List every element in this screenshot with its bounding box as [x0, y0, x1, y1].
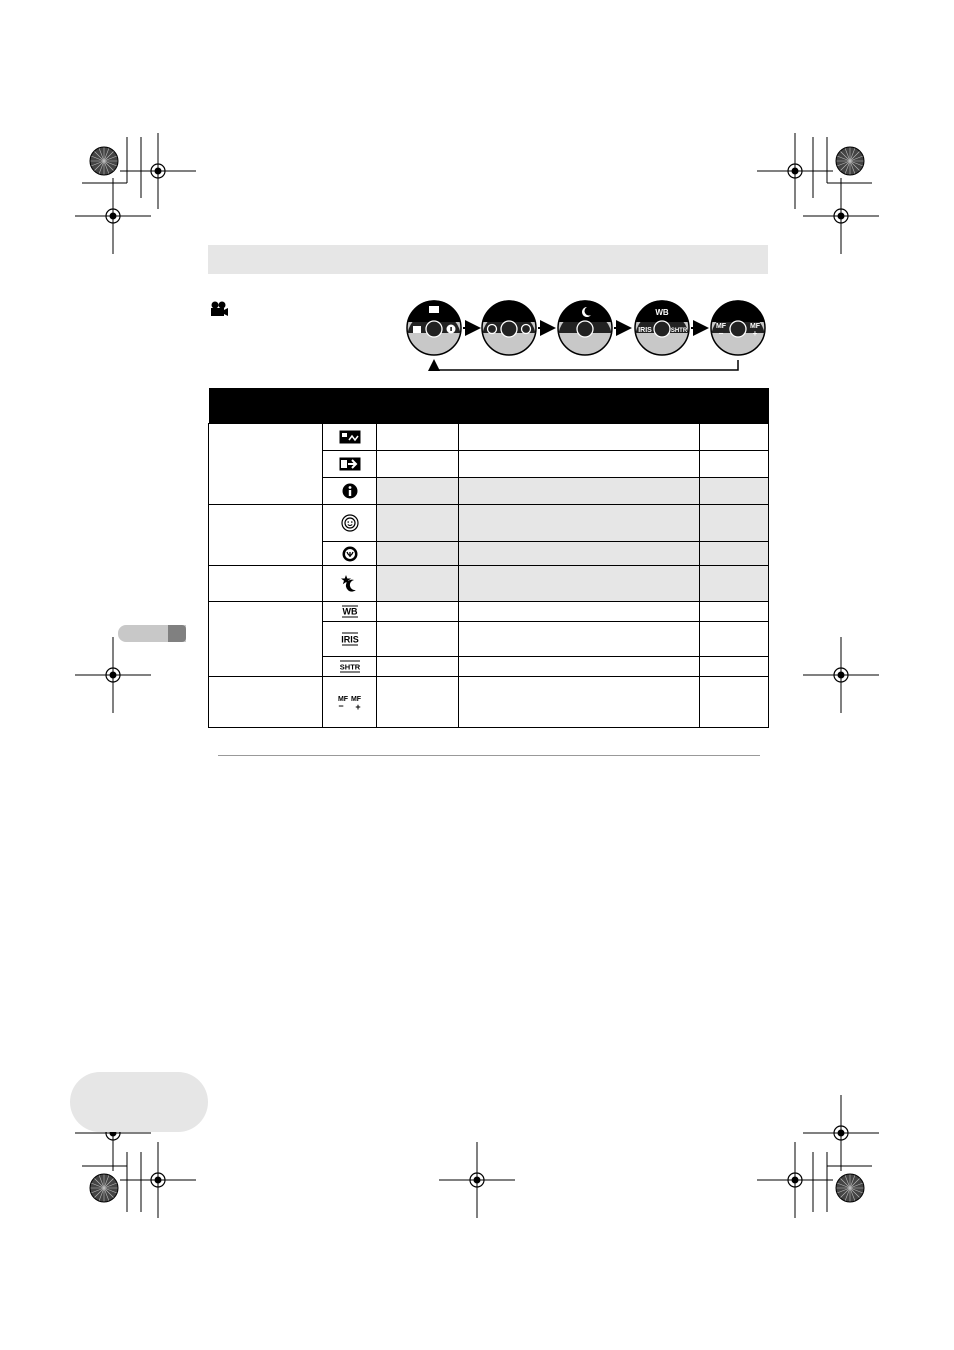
svg-text:MF: MF [337, 696, 348, 703]
flow-step-color-night [558, 300, 612, 355]
svg-text:MF: MF [715, 323, 727, 330]
backlight-compensation-icon [339, 430, 361, 444]
group-label-cell [209, 566, 323, 602]
fade-icon [339, 457, 361, 471]
svg-text:IRIS: IRIS [638, 327, 652, 334]
svg-text:MF: MF [749, 323, 761, 330]
section-header-band [208, 245, 768, 274]
chapter-index-tab-marker [168, 625, 186, 642]
flow-step-wb-iris-shtr [635, 300, 689, 355]
table-row [209, 677, 769, 728]
group-label-cell [209, 602, 323, 677]
table-header-cell [209, 388, 377, 424]
svg-text:+: + [752, 329, 758, 338]
table-icon-cell [323, 622, 377, 657]
manual-focus-icon [336, 693, 364, 711]
flow-step-soft-skin-telemacro [482, 300, 536, 355]
table-row [209, 602, 769, 622]
starburst-mark-top-left [90, 147, 118, 175]
color-night-view-icon [341, 575, 359, 593]
table-row [209, 566, 769, 602]
help-info-icon [342, 483, 358, 499]
svg-text:SHTR: SHTR [339, 662, 360, 672]
table-icon-cell [323, 505, 377, 542]
iris-icon [340, 632, 360, 646]
tele-macro-icon [342, 546, 358, 562]
table-header-cell [377, 388, 459, 424]
svg-text:−: − [718, 329, 724, 338]
flow-step-manual-focus [711, 300, 765, 355]
table-icon-cell [323, 424, 377, 451]
table-icon-cell [323, 478, 377, 505]
svg-text:WB: WB [655, 308, 669, 317]
svg-text:IRIS: IRIS [340, 634, 359, 645]
svg-text:+: + [354, 702, 361, 711]
soft-skin-icon [341, 514, 359, 532]
mode-function-table [208, 388, 769, 728]
table-icon-cell [323, 451, 377, 478]
group-label-cell [209, 677, 323, 728]
table-icon-cell [323, 566, 377, 602]
table-header-cell [459, 388, 700, 424]
table-icon-cell [323, 657, 377, 677]
group-label-cell [209, 505, 323, 566]
section-separator [218, 755, 760, 756]
flow-step-backlight-guide [407, 300, 461, 355]
white-balance-icon [340, 605, 360, 618]
table-row [209, 424, 769, 451]
svg-text:−: − [337, 701, 344, 711]
svg-text:SHTR: SHTR [670, 328, 688, 334]
movie-camera-icon [209, 301, 229, 317]
svg-text:MF: MF [350, 696, 361, 703]
svg-text:WB: WB [342, 606, 357, 617]
mode-flow-diagram [400, 296, 772, 376]
table-icon-cell [323, 602, 377, 622]
page-number-oval [70, 1072, 208, 1132]
table-header-cell [700, 388, 769, 424]
shutter-icon [339, 660, 361, 673]
group-label-cell [209, 424, 323, 505]
table-icon-cell [323, 677, 377, 728]
table-row [209, 505, 769, 542]
table-icon-cell [323, 542, 377, 566]
table-header-row [209, 388, 769, 424]
